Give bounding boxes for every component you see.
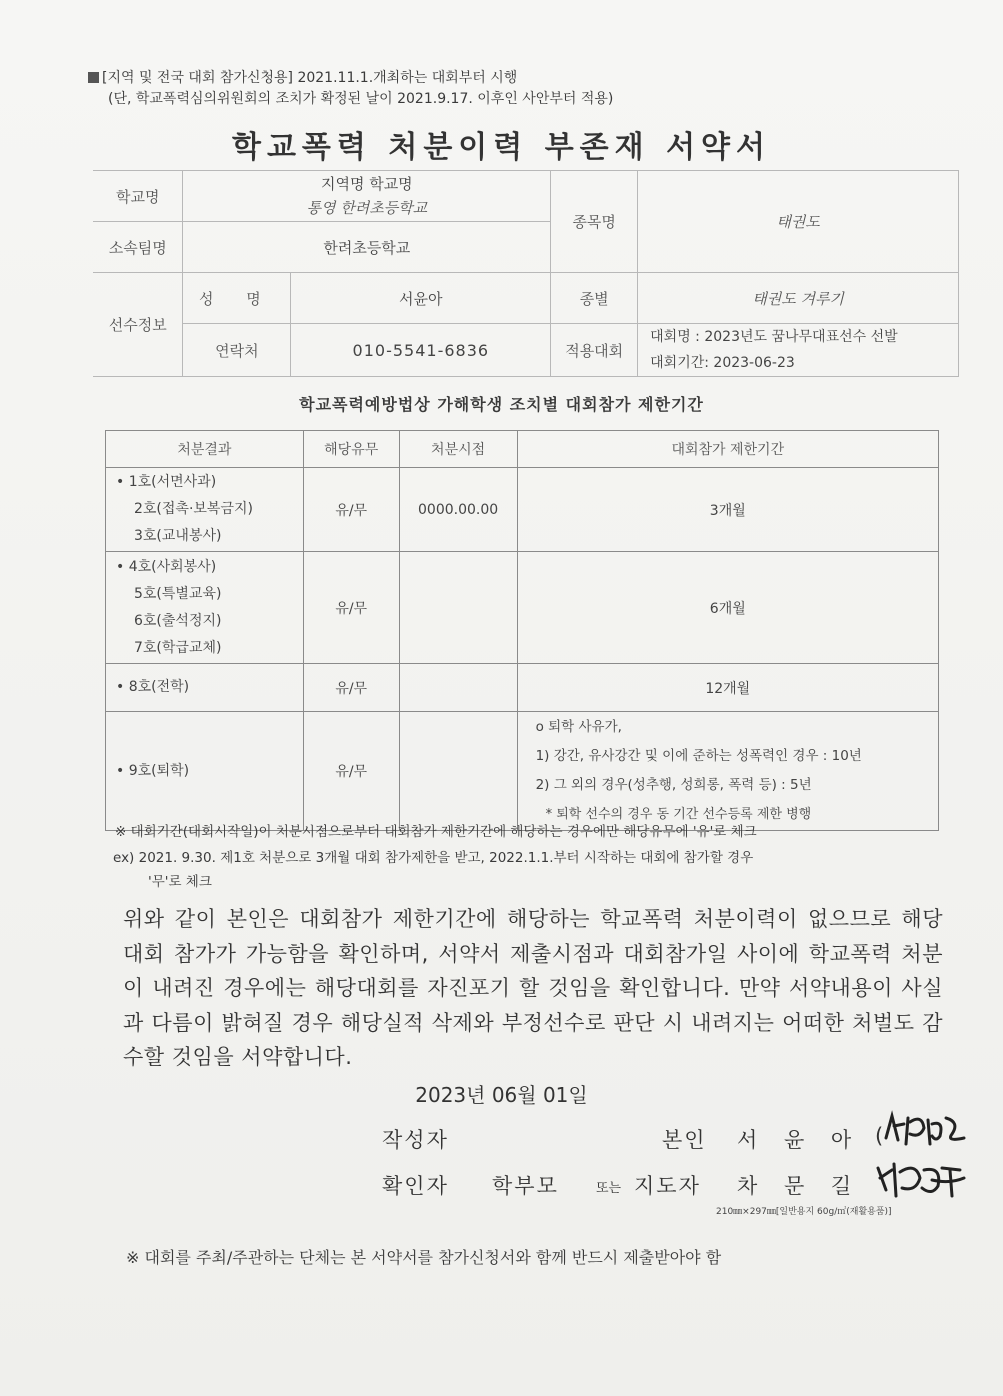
name-label: 성 명 (183, 273, 291, 324)
applicant-info-table (93, 170, 959, 377)
footnote-1: ※ 대회기간(대회시작일)이 처분시점으로부터 대회참가 제한기간에 해당하는 경우에만 해당유무에 '유'로 체크 (115, 824, 757, 840)
header-applicable: 해당유무 (303, 431, 399, 468)
school-value: 통영 한려초등학교 (306, 199, 428, 217)
notice (88, 68, 613, 110)
confirmer-name: 차 문 길 (737, 1174, 862, 1198)
competition-name: 대회명 : 2023년도 꿈나무대표선수 선발 (650, 329, 898, 345)
limit-period: 6개월 (517, 552, 938, 664)
result-item: • 1호(서면사과) (116, 474, 217, 490)
header-result: 처분결과 (106, 431, 304, 468)
result-item: 6호(출석정지) (134, 612, 222, 629)
participation-limit-table (105, 430, 939, 831)
confirmer-role-parent: 학부모 (492, 1174, 559, 1198)
writer-signature (880, 1108, 970, 1152)
writer-label: 작성자 (382, 1128, 449, 1152)
expel-condition: 1) 강간, 유사강간 및 이에 준하는 성폭력인 경우 : 10년 (535, 748, 862, 764)
result-item: 5호(특별교육) (134, 585, 222, 602)
competition-label: 적용대회 (551, 324, 638, 377)
player-info-label: 선수정보 (93, 273, 183, 377)
school-header: 지역명 학교명 (320, 175, 413, 193)
result-cell (106, 712, 304, 831)
table-row (106, 552, 939, 664)
result-cell (106, 664, 304, 712)
result-cell (106, 552, 304, 664)
writer-paren: ( (875, 1124, 886, 1148)
result-item: 7호(학급교체) (134, 639, 222, 656)
confirmer-role-coach: 지도자 (634, 1174, 701, 1198)
confirmer-signature (872, 1156, 968, 1202)
expel-condition: * 퇴학 선수의 경우 동 기간 선수등록 제한 병행 (545, 807, 812, 822)
applicable-check[interactable]: 유/무 (303, 468, 399, 552)
notice-line-1: [지역 및 전국 대회 참가신청용] 2021.11.1.개최하는 대회부터 시행 (102, 70, 518, 86)
applicable-check[interactable]: 유/무 (303, 552, 399, 664)
pledge-date: 2023년 06월 01일 (415, 1083, 588, 1107)
disposition-date (399, 712, 517, 831)
school-label: 학교명 (93, 171, 183, 222)
competition-period: 대회기간: 2023-06-23 (650, 355, 795, 371)
limits-subtitle: 학교폭력예방법상 가해학생 조치별 대회참가 제한기간 (299, 395, 704, 414)
document-title: 학교폭력 처분이력 부존재 서약서 (231, 130, 772, 165)
table-row (106, 712, 939, 831)
competition-cell (638, 324, 959, 377)
category-label: 종별 (551, 273, 638, 324)
or-text: 또는 (596, 1181, 622, 1196)
table-row (106, 664, 939, 712)
footnote-3: '무'로 체크 (148, 874, 212, 890)
disposition-date (399, 664, 517, 712)
writer-name: 서 윤 아 (737, 1128, 862, 1152)
confirmer-label: 확인자 (382, 1174, 449, 1198)
disposition-date (399, 552, 517, 664)
team-label: 소속팀명 (93, 222, 183, 273)
limit-period: 3개월 (517, 468, 938, 552)
name-value: 서윤아 (291, 273, 551, 324)
applicable-check[interactable]: 유/무 (303, 664, 399, 712)
paper-spec: 210㎜×297㎜[일반용지 60g/㎡(재활용품)] (716, 1207, 892, 1217)
disposition-date: 0000.00.00 (399, 468, 517, 552)
square-bullet-icon (88, 72, 99, 83)
result-item: • 4호(사회봉사) (116, 558, 217, 575)
contact-value: 010-5541-6836 (291, 324, 551, 377)
table-row (106, 468, 939, 552)
expel-conditions (517, 712, 938, 831)
pledge-text: 위와 같이 본인은 대회참가 제한기간에 해당하는 학교폭력 처분이력이 없으므로 해당 대회 참가가 가능함을 확인하며, 서약서 제출시점과 대회참가일 사이에 학교폭력 처분이 내려진 경우에는 해당대회를 자진포기 할 것임을 확인합니다. 만약 서약내용이 사실과 다름이 밝혀질 경우 해당실적 삭제와 부정선수로 판단 시 내려지는 어떠한 처벌도 감수할 것임을 서약합니다. (123, 907, 943, 1069)
event-value: 태권도 (638, 171, 959, 273)
result-item: • 8호(전학) (116, 679, 190, 695)
category-value: 태권도 겨루기 (638, 273, 959, 324)
expel-condition: 2) 그 외의 경우(성추행, 성희롱, 폭력 등) : 5년 (535, 777, 812, 793)
limit-period: 12개월 (517, 664, 938, 712)
contact-label: 연락처 (183, 324, 291, 377)
result-item: • 9호(퇴학) (116, 762, 190, 779)
header-date: 처분시점 (399, 431, 517, 468)
header-period: 대회참가 제한기간 (517, 431, 938, 468)
team-value: 한려초등학교 (183, 222, 551, 273)
final-note: ※ 대회를 주최/주관하는 단체는 본 서약서를 참가신청서와 함께 반드시 제출받아야 함 (126, 1248, 722, 1267)
footnote-2: ex) 2021. 9.30. 제1호 처분으로 3개월 대회 참가제한을 받고, 2022.1.1.부터 시작하는 대회에 참가할 경우 (113, 850, 754, 866)
result-item: 2호(접촉·보복금지) (134, 501, 253, 517)
applicable-check[interactable]: 유/무 (303, 712, 399, 831)
writer-role: 본인 (662, 1128, 707, 1152)
result-cell (106, 468, 304, 552)
expel-condition: o 퇴학 사유가, (535, 719, 622, 735)
notice-line-2: (단, 학교폭력심의위원회의 조치가 확정된 날이 2021.9.17. 이후인 사안부터 적용) (108, 91, 614, 107)
result-item: 3호(교내봉사) (134, 528, 222, 544)
school-cell (183, 171, 551, 222)
event-label: 종목명 (551, 171, 638, 273)
